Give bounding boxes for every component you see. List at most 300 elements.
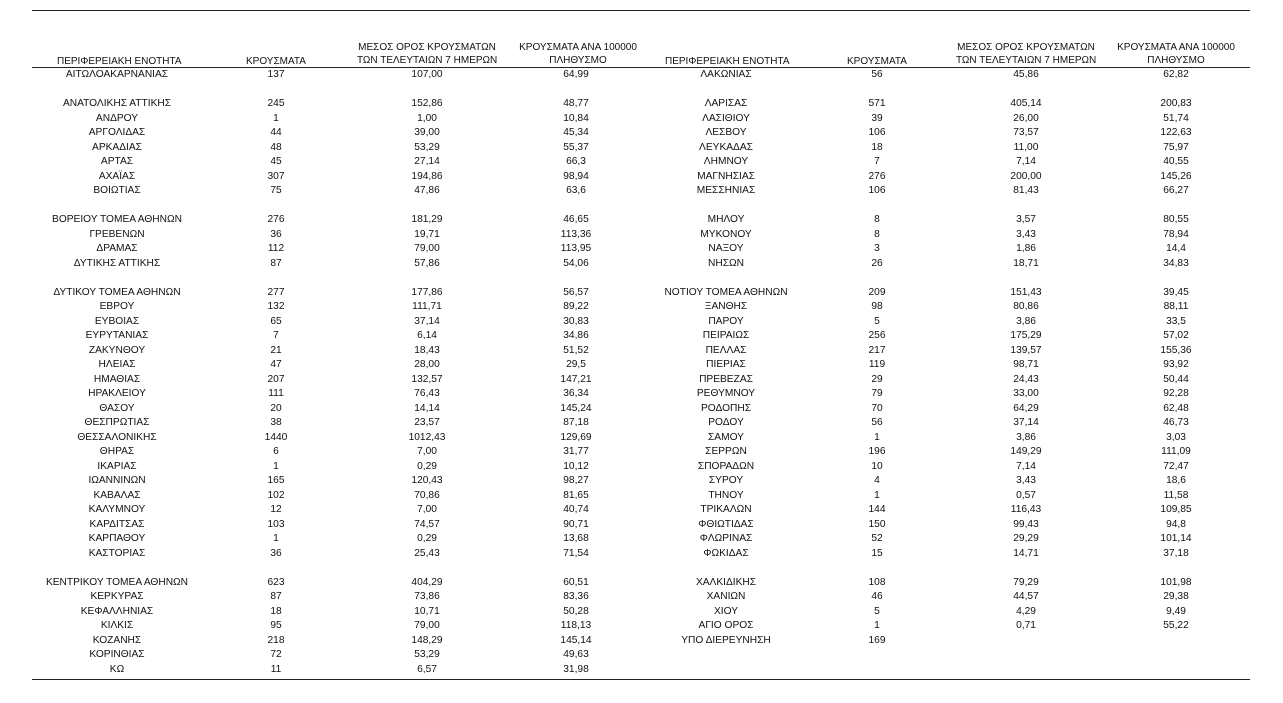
- cases-cell: 46: [871, 591, 883, 602]
- seven-day-average-cell: 80,86: [1013, 301, 1039, 312]
- seven-day-average-cell: 98,71: [1013, 359, 1039, 370]
- region-name-cell: ΠΕΙΡΑΙΩΣ: [702, 330, 750, 341]
- header-per100k-left-line1: ΚΡΟΥΣΜΑΤΑ ΑΝΑ 100000: [519, 42, 637, 53]
- seven-day-average-cell: 10,71: [414, 605, 440, 617]
- cases-cell: 106: [868, 127, 886, 138]
- seven-day-average-cell: 132,57: [411, 373, 443, 385]
- region-name-cell: ΑΝΔΡΟΥ: [95, 112, 139, 124]
- per-100k-cell: 46,65: [563, 214, 589, 225]
- region-name-cell: ΚΑΒΑΛΑΣ: [93, 489, 141, 501]
- region-name-cell: ΜΕΣΣΗΝΙΑΣ: [696, 185, 756, 196]
- per-100k-cell: 51,74: [1163, 112, 1189, 124]
- per-100k-cell: 45,34: [563, 127, 589, 138]
- region-name-cell: ΧΑΛΚΙΔΙΚΗΣ: [695, 576, 757, 588]
- seven-day-average-cell: 76,43: [414, 388, 440, 399]
- region-name-cell: ΗΡΑΚΛΕΙΟΥ: [88, 388, 146, 399]
- per-100k-cell: 30,83: [563, 315, 589, 327]
- per-100k-cell: 50,28: [563, 605, 589, 617]
- seven-day-average-cell: 14,71: [1013, 547, 1039, 559]
- seven-day-average-cell: 120,43: [411, 475, 443, 486]
- region-name-cell: ΘΑΣΟΥ: [99, 402, 135, 414]
- cases-cell: 70: [871, 402, 883, 414]
- region-name-cell: ΚΕΦΑΛΛΗΝΙΑΣ: [80, 605, 154, 617]
- per-100k-cell: 93,92: [1163, 359, 1189, 370]
- seven-day-average-cell: 181,29: [411, 214, 443, 225]
- region-name-cell: ΛΗΜΝΟΥ: [703, 156, 749, 167]
- region-name-cell: ΓΡΕΒΕΝΩΝ: [89, 228, 145, 240]
- per-100k-cell: 71,54: [563, 547, 589, 559]
- header-per100k-right-line2: ΠΛΗΘΥΣΜΟ: [1147, 55, 1205, 66]
- region-name-cell: ΚΕΝΤΡΙΚΟΥ ΤΟΜΕΑ ΑΘΗΝΩΝ: [45, 576, 189, 588]
- cases-cell: 36: [270, 547, 282, 559]
- region-name-cell: ΡΟΔΟΥ: [708, 417, 744, 428]
- cases-cell: 5: [874, 315, 880, 327]
- region-name-cell: ΖΑΚΥΝΘΟΥ: [88, 344, 146, 356]
- per-100k-cell: 101,14: [1160, 533, 1192, 544]
- seven-day-average-cell: 53,29: [414, 649, 440, 660]
- cases-cell: 112: [267, 243, 285, 254]
- cases-cell: 1: [273, 112, 279, 124]
- per-100k-cell: 55,22: [1163, 620, 1189, 631]
- top-rule: [32, 10, 1250, 11]
- seven-day-average-cell: 3,43: [1016, 475, 1036, 486]
- seven-day-average-cell: 73,86: [414, 591, 440, 602]
- cases-cell: 217: [868, 344, 886, 356]
- header-region-right: ΠΕΡΙΦΕΡΕΙΑΚΗ ΕΝΟΤΗΤΑ: [665, 56, 790, 67]
- header-region-left: ΠΕΡΙΦΕΡΕΙΑΚΗ ΕΝΟΤΗΤΑ: [57, 56, 182, 67]
- per-100k-cell: 29,5: [566, 359, 586, 370]
- seven-day-average-cell: 3,43: [1016, 228, 1036, 240]
- cases-cell: 307: [267, 170, 285, 182]
- region-name-cell: ΚΑΡΔΙΤΣΑΣ: [89, 518, 145, 530]
- header-avg-right-line2: ΤΩΝ ΤΕΛΕΥΤΑΙΩΝ 7 ΗΜΕΡΩΝ: [956, 55, 1097, 66]
- per-100k-cell: 51,52: [563, 344, 589, 356]
- seven-day-average-cell: 3,86: [1016, 315, 1036, 327]
- per-100k-cell: 145,26: [1160, 170, 1192, 182]
- seven-day-average-cell: 111,71: [412, 301, 442, 312]
- cases-cell: 218: [267, 634, 285, 646]
- per-100k-cell: 113,95: [560, 243, 592, 254]
- seven-day-average-cell: 1,00: [417, 112, 437, 124]
- per-100k-cell: 75,97: [1163, 141, 1189, 153]
- seven-day-average-cell: 194,86: [411, 170, 443, 182]
- cases-cell: 47: [270, 359, 282, 370]
- cases-cell: 56: [871, 69, 883, 80]
- region-name-cell: ΚΩ: [109, 663, 125, 675]
- seven-day-average-cell: 11,00: [1013, 141, 1039, 153]
- cases-cell: 1: [874, 620, 880, 631]
- region-name-cell: ΦΛΩΡΙΝΑΣ: [699, 533, 753, 544]
- region-name-cell: ΣΑΜΟΥ: [708, 431, 744, 443]
- seven-day-average-cell: 14,14: [414, 402, 440, 414]
- region-name-cell: ΑΡΓΟΛΙΔΑΣ: [88, 127, 146, 138]
- per-100k-cell: 14,4: [1166, 243, 1186, 254]
- per-100k-cell: 122,63: [1160, 127, 1192, 138]
- header-cases-right: ΚΡΟΥΣΜΑΤΑ: [847, 56, 907, 67]
- seven-day-average-cell: 64,29: [1013, 402, 1039, 414]
- cases-cell: 36: [270, 228, 282, 240]
- seven-day-average-cell: 27,14: [414, 156, 440, 167]
- region-name-cell: ΔΡΑΜΑΣ: [96, 243, 138, 254]
- seven-day-average-cell: 6,57: [417, 663, 437, 675]
- seven-day-average-cell: 139,57: [1010, 344, 1042, 356]
- seven-day-average-cell: 152,86: [411, 98, 443, 109]
- per-100k-cell: 155,36: [1160, 344, 1192, 356]
- cases-cell: 72: [270, 649, 282, 660]
- region-name-cell: ΜΗΛΟΥ: [707, 214, 745, 225]
- cases-cell: 44: [270, 127, 282, 138]
- cases-cell: 75: [270, 185, 282, 196]
- header-avg-right-line1: ΜΕΣΟΣ ΟΡΟΣ ΚΡΟΥΣΜΑΤΩΝ: [957, 42, 1095, 53]
- seven-day-average-cell: 149,29: [1010, 446, 1042, 457]
- cases-cell: 119: [868, 359, 886, 370]
- cases-cell: 11: [270, 663, 282, 675]
- region-name-cell: ΠΙΕΡΙΑΣ: [706, 359, 746, 370]
- per-100k-cell: 39,45: [1163, 286, 1189, 298]
- cases-cell: 65: [270, 315, 282, 327]
- seven-day-average-cell: 3,86: [1016, 431, 1036, 443]
- region-name-cell: ΚΑΡΠΑΘΟΥ: [88, 533, 146, 544]
- region-name-cell: ΣΕΡΡΩΝ: [705, 446, 747, 457]
- per-100k-cell: 98,94: [563, 170, 589, 182]
- per-100k-cell: 31,77: [563, 446, 589, 457]
- region-name-cell: ΚΕΡΚΥΡΑΣ: [90, 591, 144, 602]
- cases-cell: 56: [871, 417, 883, 428]
- seven-day-average-cell: 37,14: [1013, 417, 1039, 428]
- per-100k-cell: 129,69: [560, 431, 592, 443]
- region-name-cell: ΚΙΛΚΙΣ: [100, 620, 134, 631]
- seven-day-average-cell: 0,57: [1016, 489, 1036, 501]
- per-100k-cell: 63,6: [566, 185, 586, 196]
- region-name-cell: ΛΑΣΙΘΙΟΥ: [702, 112, 750, 124]
- seven-day-average-cell: 116,43: [1010, 504, 1042, 515]
- seven-day-average-cell: 151,43: [1010, 286, 1042, 298]
- cases-cell: 45: [270, 156, 282, 167]
- cases-cell: 29: [871, 373, 883, 385]
- region-name-cell: ΛΑΡΙΣΑΣ: [704, 98, 748, 109]
- region-name-cell: ΧΑΝΙΩΝ: [706, 591, 746, 602]
- cases-cell: 1: [273, 533, 279, 544]
- cases-cell: 150: [868, 518, 886, 530]
- seven-day-average-cell: 29,29: [1013, 533, 1039, 544]
- cases-cell: 21: [270, 344, 282, 356]
- cases-cell: 38: [270, 417, 282, 428]
- region-name-cell: ΥΠΟ ΔΙΕΡΕΥΝΗΣΗ: [681, 634, 771, 646]
- per-100k-cell: 36,34: [563, 388, 589, 399]
- cases-cell: 52: [871, 533, 883, 544]
- seven-day-average-cell: 25,43: [414, 547, 440, 559]
- cases-cell: 7: [273, 330, 279, 341]
- region-name-cell: ΑΡΚΑΔΙΑΣ: [92, 141, 142, 153]
- seven-day-average-cell: 1012,43: [408, 431, 446, 443]
- region-name-cell: ΠΑΡΟΥ: [708, 315, 744, 327]
- per-100k-cell: 145,14: [560, 634, 592, 646]
- cases-cell: 8: [874, 214, 880, 225]
- region-name-cell: ΛΕΥΚΑΔΑΣ: [699, 141, 753, 153]
- region-name-cell: ΡΕΘΥΜΝΟΥ: [696, 388, 756, 399]
- per-100k-cell: 88,11: [1163, 301, 1189, 312]
- per-100k-cell: 72,47: [1163, 460, 1189, 472]
- per-100k-cell: 48,77: [563, 98, 589, 109]
- seven-day-average-cell: 24,43: [1013, 373, 1039, 385]
- cases-cell: 196: [868, 446, 886, 457]
- cases-cell: 169: [868, 634, 886, 646]
- region-name-cell: ΝΟΤΙΟΥ ΤΟΜΕΑ ΑΘΗΝΩΝ: [664, 286, 788, 298]
- region-name-cell: ΑΙΤΩΛΟΑΚΑΡΝΑΝΙΑΣ: [65, 69, 169, 80]
- region-name-cell: ΜΥΚΟΝΟΥ: [700, 228, 752, 240]
- region-name-cell: ΗΜΑΘΙΑΣ: [93, 373, 141, 385]
- cases-cell: 3: [874, 243, 880, 254]
- seven-day-average-cell: 73,57: [1013, 127, 1039, 138]
- cases-cell: 7: [874, 156, 880, 167]
- seven-day-average-cell: 26,00: [1013, 112, 1039, 124]
- seven-day-average-cell: 33,00: [1013, 388, 1039, 399]
- per-100k-cell: 113,36: [560, 228, 592, 240]
- region-name-cell: ΘΕΣΠΡΩΤΙΑΣ: [84, 417, 150, 428]
- per-100k-cell: 37,18: [1163, 547, 1189, 559]
- cases-cell: 571: [868, 98, 886, 109]
- per-100k-cell: 3,03: [1166, 431, 1186, 443]
- seven-day-average-cell: 19,71: [414, 228, 440, 240]
- per-100k-cell: 10,12: [563, 460, 589, 472]
- cases-cell: 20: [270, 402, 282, 414]
- cases-cell: 108: [868, 576, 886, 588]
- per-100k-cell: 145,24: [560, 402, 592, 414]
- region-name-cell: ΔΥΤΙΚΟΥ ΤΟΜΕΑ ΑΘΗΝΩΝ: [53, 286, 181, 298]
- per-100k-cell: 34,86: [563, 330, 589, 341]
- seven-day-average-cell: 79,29: [1013, 576, 1039, 588]
- seven-day-average-cell: 0,29: [417, 533, 437, 544]
- seven-day-average-cell: 37,14: [414, 315, 440, 327]
- header-avg-left-line1: ΜΕΣΟΣ ΟΡΟΣ ΚΡΟΥΣΜΑΤΩΝ: [358, 42, 496, 53]
- region-name-cell: ΗΛΕΙΑΣ: [98, 359, 136, 370]
- per-100k-cell: 118,13: [560, 620, 592, 631]
- per-100k-cell: 57,02: [1163, 330, 1189, 341]
- seven-day-average-cell: 1,86: [1016, 243, 1036, 254]
- per-100k-cell: 200,83: [1160, 98, 1192, 109]
- region-name-cell: ΣΥΡΟΥ: [708, 475, 744, 486]
- seven-day-average-cell: 148,29: [411, 634, 443, 646]
- cases-cell: 6: [273, 446, 279, 457]
- region-name-cell: ΑΡΤΑΣ: [100, 156, 134, 167]
- cases-cell: 1: [273, 460, 279, 472]
- region-name-cell: ΕΥΡΥΤΑΝΙΑΣ: [85, 330, 149, 341]
- cases-cell: 207: [267, 373, 285, 385]
- region-name-cell: ΡΟΔΟΠΗΣ: [700, 402, 752, 414]
- region-name-cell: ΤΗΝΟΥ: [708, 489, 744, 501]
- cases-cell: 15: [871, 547, 883, 559]
- per-100k-cell: 54,06: [563, 257, 589, 269]
- cases-cell: 26: [871, 257, 883, 269]
- seven-day-average-cell: 4,29: [1016, 605, 1036, 617]
- region-name-cell: ΙΚΑΡΙΑΣ: [97, 460, 137, 472]
- cases-cell: 276: [267, 214, 285, 225]
- seven-day-average-cell: 200,00: [1010, 170, 1042, 182]
- cases-cell: 1440: [264, 431, 288, 443]
- region-name-cell: ΚΟΖΑΝΗΣ: [92, 634, 142, 646]
- region-name-cell: ΘΕΣΣΑΛΟΝΙΚΗΣ: [77, 431, 157, 443]
- region-name-cell: ΦΩΚΙΔΑΣ: [703, 547, 749, 559]
- seven-day-average-cell: 18,71: [1013, 257, 1039, 269]
- cases-cell: 39: [871, 112, 883, 124]
- per-100k-cell: 92,28: [1163, 388, 1189, 399]
- region-name-cell: ΦΘΙΩΤΙΔΑΣ: [698, 518, 754, 530]
- cases-cell: 98: [871, 301, 883, 312]
- seven-day-average-cell: 79,00: [414, 620, 440, 631]
- region-name-cell: ΝΑΞΟΥ: [708, 243, 744, 254]
- cases-cell: 12: [270, 504, 282, 515]
- cases-cell: 1: [874, 489, 880, 501]
- region-name-cell: ΒΟΡΕΙΟΥ ΤΟΜΕΑ ΑΘΗΝΩΝ: [52, 214, 182, 225]
- per-100k-cell: 18,6: [1166, 475, 1186, 486]
- seven-day-average-cell: 7,14: [1016, 460, 1036, 472]
- cases-cell: 256: [868, 330, 886, 341]
- region-name-cell: ΑΓΙΟ ΟΡΟΣ: [698, 620, 754, 631]
- cases-cell: 245: [267, 98, 285, 109]
- per-100k-cell: 147,21: [560, 373, 592, 385]
- per-100k-cell: 60,51: [563, 576, 589, 588]
- seven-day-average-cell: 175,29: [1010, 330, 1042, 341]
- header-avg-left-line2: ΤΩΝ ΤΕΛΕΥΤΑΙΩΝ 7 ΗΜΕΡΩΝ: [357, 55, 498, 66]
- per-100k-cell: 90,71: [563, 518, 589, 530]
- seven-day-average-cell: 99,43: [1013, 518, 1039, 530]
- seven-day-average-cell: 57,86: [414, 257, 440, 269]
- per-100k-cell: 78,94: [1163, 228, 1189, 240]
- region-name-cell: ΣΠΟΡΑΔΩΝ: [697, 460, 755, 472]
- seven-day-average-cell: 79,00: [414, 243, 440, 254]
- region-name-cell: ΚΑΛΥΜΝΟΥ: [88, 504, 146, 515]
- per-100k-cell: 29,38: [1163, 591, 1189, 602]
- seven-day-average-cell: 45,86: [1013, 69, 1039, 80]
- cases-cell: 137: [267, 69, 285, 80]
- seven-day-average-cell: 39,00: [414, 127, 440, 138]
- seven-day-average-cell: 74,57: [414, 518, 440, 530]
- per-100k-cell: 62,82: [1163, 69, 1189, 80]
- seven-day-average-cell: 47,86: [414, 185, 440, 196]
- seven-day-average-cell: 44,57: [1013, 591, 1039, 602]
- per-100k-cell: 94,8: [1166, 518, 1186, 530]
- header-per100k-right-line1: ΚΡΟΥΣΜΑΤΑ ΑΝΑ 100000: [1117, 42, 1235, 53]
- region-name-cell: ΤΡΙΚΑΛΩΝ: [700, 504, 752, 515]
- header-rule: [32, 67, 1250, 68]
- region-name-cell: ΒΟΙΩΤΙΑΣ: [93, 185, 141, 196]
- per-100k-cell: 33,5: [1166, 315, 1186, 327]
- per-100k-cell: 98,27: [563, 475, 589, 486]
- per-100k-cell: 109,85: [1160, 504, 1192, 515]
- cases-cell: 103: [267, 518, 285, 530]
- region-name-cell: ΧΙΟΥ: [713, 605, 739, 617]
- region-name-cell: ΔΥΤΙΚΗΣ ΑΤΤΙΚΗΣ: [73, 257, 161, 269]
- seven-day-average-cell: 23,57: [414, 417, 440, 428]
- cases-cell: 144: [868, 504, 886, 515]
- seven-day-average-cell: 6,14: [417, 330, 437, 341]
- seven-day-average-cell: 53,29: [414, 141, 440, 153]
- seven-day-average-cell: 404,29: [411, 576, 443, 588]
- cases-cell: 4: [874, 475, 880, 486]
- cases-cell: 276: [868, 170, 886, 182]
- region-name-cell: ΕΥΒΟΙΑΣ: [94, 315, 140, 327]
- per-100k-cell: 62,48: [1163, 402, 1189, 414]
- per-100k-cell: 40,55: [1163, 156, 1189, 167]
- per-100k-cell: 49,63: [563, 649, 589, 660]
- region-name-cell: ΙΩΑΝΝΙΝΩΝ: [88, 475, 146, 486]
- region-name-cell: ΑΧΑΪΑΣ: [98, 170, 136, 182]
- per-100k-cell: 9,49: [1166, 605, 1186, 617]
- region-name-cell: ΠΡΕΒΕΖΑΣ: [699, 373, 753, 385]
- region-name-cell: ΘΗΡΑΣ: [99, 446, 135, 457]
- cases-cell: 79: [871, 388, 883, 399]
- region-name-cell: ΑΝΑΤΟΛΙΚΗΣ ΑΤΤΙΚΗΣ: [62, 98, 172, 109]
- seven-day-average-cell: 0,29: [417, 460, 437, 472]
- cases-cell: 106: [868, 185, 886, 196]
- region-name-cell: ΞΑΝΘΗΣ: [704, 301, 748, 312]
- region-name-cell: ΕΒΡΟΥ: [99, 301, 135, 312]
- cases-cell: 209: [868, 286, 886, 298]
- header-per100k-left-line2: ΠΛΗΘΥΣΜΟ: [549, 55, 607, 66]
- seven-day-average-cell: 405,14: [1010, 98, 1042, 109]
- header-cases-left: ΚΡΟΥΣΜΑΤΑ: [246, 56, 306, 67]
- region-name-cell: ΠΕΛΛΑΣ: [705, 344, 747, 356]
- cases-cell: 87: [270, 257, 282, 269]
- cases-cell: 5: [874, 605, 880, 617]
- cases-cell: 132: [267, 301, 285, 312]
- per-100k-cell: 66,3: [566, 156, 586, 167]
- per-100k-cell: 46,73: [1163, 417, 1189, 428]
- per-100k-cell: 34,83: [1163, 257, 1189, 269]
- cases-cell: 111: [268, 388, 284, 399]
- seven-day-average-cell: 7,14: [1016, 156, 1036, 167]
- per-100k-cell: 80,55: [1163, 214, 1189, 225]
- cases-cell: 1: [874, 431, 880, 443]
- cases-cell: 8: [874, 228, 880, 240]
- per-100k-cell: 66,27: [1163, 185, 1189, 196]
- seven-day-average-cell: 70,86: [414, 489, 440, 501]
- region-name-cell: ΛΑΚΩΝΙΑΣ: [700, 69, 752, 80]
- cases-cell: 102: [267, 489, 285, 501]
- region-name-cell: ΜΑΓΝΗΣΙΑΣ: [697, 170, 755, 182]
- per-100k-cell: 83,36: [563, 591, 589, 602]
- cases-cell: 165: [267, 475, 285, 486]
- seven-day-average-cell: 177,86: [411, 286, 443, 298]
- per-100k-cell: 64,99: [563, 69, 589, 80]
- seven-day-average-cell: 3,57: [1016, 214, 1036, 225]
- seven-day-average-cell: 18,43: [414, 344, 440, 356]
- per-100k-cell: 111,09: [1161, 446, 1191, 457]
- cases-cell: 623: [267, 576, 285, 588]
- seven-day-average-cell: 7,00: [417, 504, 437, 515]
- per-100k-cell: 101,98: [1160, 576, 1192, 588]
- per-100k-cell: 13,68: [563, 533, 589, 544]
- region-name-cell: ΚΑΣΤΟΡΙΑΣ: [88, 547, 146, 559]
- per-100k-cell: 55,37: [563, 141, 589, 153]
- per-100k-cell: 11,58: [1163, 489, 1189, 501]
- bottom-rule: [32, 679, 1250, 680]
- seven-day-average-cell: 107,00: [411, 69, 443, 80]
- region-name-cell: ΚΟΡΙΝΘΙΑΣ: [89, 649, 145, 660]
- cases-cell: 87: [270, 591, 282, 602]
- per-100k-cell: 87,18: [563, 417, 589, 428]
- cases-cell: 277: [267, 286, 285, 298]
- seven-day-average-cell: 7,00: [417, 446, 437, 457]
- per-100k-cell: 31,98: [563, 663, 589, 675]
- cases-cell: 18: [871, 141, 883, 153]
- cases-cell: 18: [270, 605, 282, 617]
- cases-cell: 95: [270, 620, 282, 631]
- per-100k-cell: 10,84: [563, 112, 589, 124]
- per-100k-cell: 40,74: [563, 504, 589, 515]
- per-100k-cell: 56,57: [563, 286, 589, 298]
- per-100k-cell: 81,65: [563, 489, 589, 501]
